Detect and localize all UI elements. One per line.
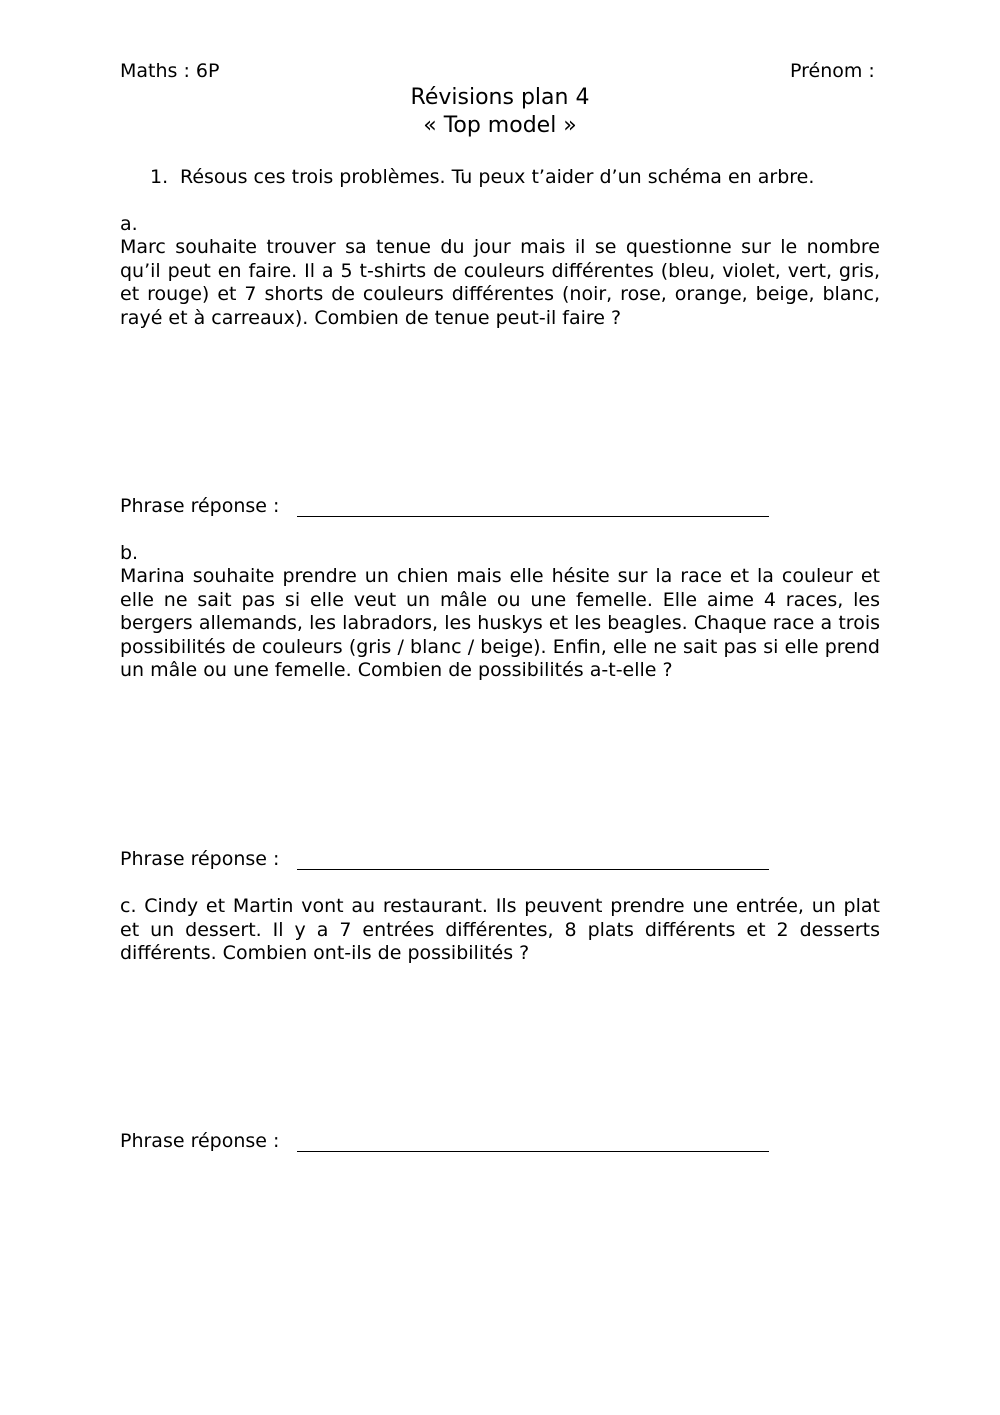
- problem-b-letter: b.: [120, 542, 139, 564]
- instruction-text: Résous ces trois problèmes. Tu peux t’aider d’un schéma en arbre.: [180, 166, 815, 188]
- problem-b-text: Marina souhaite prendre un chien mais elle hésite sur la race et la couleur et elle ne sait pas si elle veut un mâle ou une femelle. Elle aime 4 races, les bergers allemands, les labradors, les huskys et les beagles. Chaque race a trois possibilités de couleurs (gris / blanc / beige). Enfin, elle ne sait pas si elle prend un mâle ou une femelle. Combien de possibilités a-t-elle ?: [120, 565, 880, 681]
- instruction: [150, 166, 814, 190]
- problem-a-letter: a.: [120, 213, 138, 235]
- problem-b-answer-line[interactable]: [297, 869, 769, 870]
- problem-b-answer-label: Phrase réponse :: [120, 848, 280, 870]
- page-subtitle: « Top model »: [423, 113, 577, 138]
- problem-c-text: c. Cindy et Martin vont au restaurant. Ils peuvent prendre une entrée, un plat et un dessert. Il y a 7 entrées différentes, 8 plats différents et 2 desserts différents. Combien ont-ils de possibilités ?: [120, 895, 880, 964]
- page-title: Révisions plan 4: [410, 85, 590, 110]
- problem-c-answer-label: Phrase réponse :: [120, 1130, 280, 1152]
- name-label: Prénom :: [790, 60, 875, 82]
- instruction-number: 1.: [150, 166, 169, 188]
- subject-label: Maths : 6P: [120, 60, 220, 82]
- problem-a-answer-line[interactable]: [297, 516, 769, 517]
- problem-a-answer-label: Phrase réponse :: [120, 495, 280, 517]
- problem-c-answer-line[interactable]: [297, 1151, 769, 1152]
- problem-a-text: Marc souhaite trouver sa tenue du jour mais il se questionne sur le nombre qu’il peut en faire. Il a 5 t-shirts de couleurs différentes (bleu, violet, vert, gris, et rouge) et 7 shorts de couleurs différentes (noir, rose, orange, beige, blanc, rayé et à carreaux). Combien de tenue peut-il faire ?: [120, 236, 880, 329]
